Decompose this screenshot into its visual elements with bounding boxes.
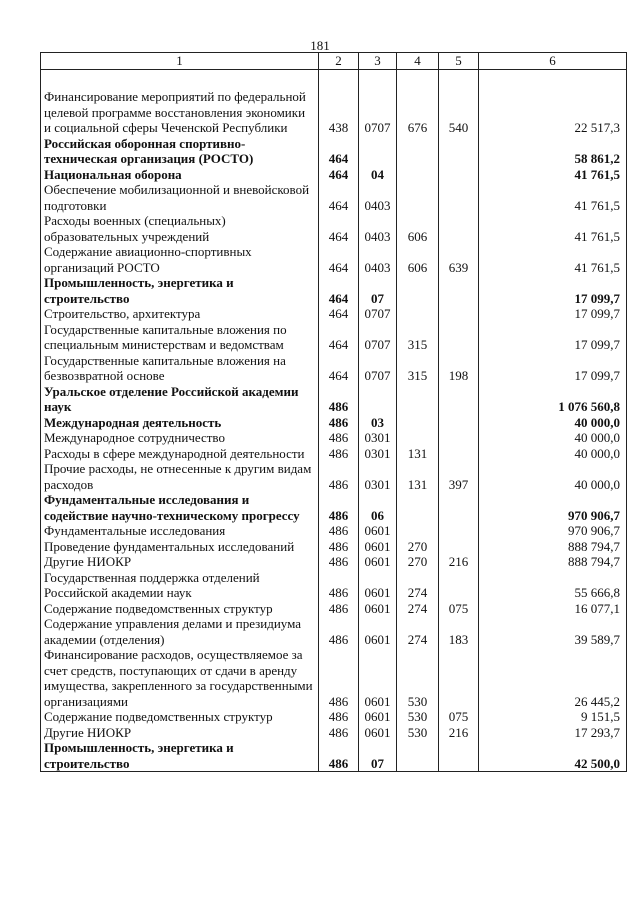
row-expense-type-cell	[439, 539, 479, 555]
row-section-cell: 0301	[359, 446, 397, 462]
row-section-cell	[359, 136, 397, 167]
row-chapter-cell: 486	[319, 430, 359, 446]
row-name-cell: Международная деятельность	[41, 415, 319, 431]
row-section-cell: 04	[359, 167, 397, 183]
column-header-6: 6	[479, 53, 627, 70]
row-section-cell: 0707	[359, 89, 397, 136]
row-section-cell: 0403	[359, 182, 397, 213]
row-chapter-cell: 486	[319, 539, 359, 555]
row-target-cell: 131	[397, 446, 439, 462]
column-header-5: 5	[439, 53, 479, 70]
row-chapter-cell: 486	[319, 740, 359, 772]
row-name-cell: Финансирование мероприятий по федеральной целевой программе восстановления экономики и социальной сферы Чеченской Республики	[41, 89, 319, 136]
table-row	[41, 554, 627, 570]
table-row	[41, 570, 627, 601]
row-target-cell	[397, 306, 439, 322]
row-expense-type-cell	[439, 136, 479, 167]
table-row	[41, 384, 627, 415]
row-section-cell: 0403	[359, 244, 397, 275]
row-target-cell	[397, 740, 439, 772]
row-chapter-cell: 464	[319, 275, 359, 306]
row-chapter-cell: 486	[319, 616, 359, 647]
row-name-cell: Национальная оборона	[41, 167, 319, 183]
row-name-cell: Промышленность, энергетика и строительство	[41, 740, 319, 772]
row-target-cell	[397, 492, 439, 523]
table-row	[41, 725, 627, 741]
row-amount-cell: 17 099,7	[479, 322, 627, 353]
row-name-cell: Строительство, архитектура	[41, 306, 319, 322]
table-body	[41, 70, 627, 772]
budget-table	[40, 52, 627, 772]
row-expense-type-cell: 639	[439, 244, 479, 275]
table-header	[41, 53, 627, 70]
row-target-cell	[397, 430, 439, 446]
row-expense-type-cell	[439, 384, 479, 415]
row-name-cell: Расходы военных (специальных) образовательных учреждений	[41, 213, 319, 244]
row-target-cell: 270	[397, 554, 439, 570]
row-amount-cell: 40 000,0	[479, 415, 627, 431]
row-section-cell	[359, 384, 397, 415]
row-target-cell: 530	[397, 647, 439, 709]
row-section-cell: 0301	[359, 430, 397, 446]
row-expense-type-cell	[439, 446, 479, 462]
row-section-cell: 0601	[359, 539, 397, 555]
row-name-cell: Содержание подведомственных структур	[41, 709, 319, 725]
row-section-cell: 0601	[359, 725, 397, 741]
row-amount-cell: 26 445,2	[479, 647, 627, 709]
row-target-cell: 606	[397, 213, 439, 244]
table-row	[41, 353, 627, 384]
table-row	[41, 213, 627, 244]
row-name-cell: Уральское отделение Российской академии наук	[41, 384, 319, 415]
page-number: 181	[310, 38, 330, 53]
row-amount-cell: 17 293,7	[479, 725, 627, 741]
row-name-cell: Другие НИОКР	[41, 725, 319, 741]
row-name-cell: Обеспечение мобилизационной и вневойсковой подготовки	[41, 182, 319, 213]
row-chapter-cell: 486	[319, 554, 359, 570]
row-section-cell: 0601	[359, 709, 397, 725]
row-target-cell: 274	[397, 601, 439, 617]
row-amount-cell: 888 794,7	[479, 554, 627, 570]
table-row	[41, 647, 627, 709]
row-amount-cell: 42 500,0	[479, 740, 627, 772]
row-expense-type-cell	[439, 523, 479, 539]
row-target-cell: 315	[397, 353, 439, 384]
row-target-cell	[397, 136, 439, 167]
row-expense-type-cell: 540	[439, 89, 479, 136]
row-chapter-cell: 438	[319, 89, 359, 136]
table-row	[41, 616, 627, 647]
row-target-cell	[397, 167, 439, 183]
row-chapter-cell: 464	[319, 136, 359, 167]
row-name-cell: Проведение фундаментальных исследований	[41, 539, 319, 555]
table-row	[41, 740, 627, 772]
row-target-cell	[397, 384, 439, 415]
table-row	[41, 430, 627, 446]
row-chapter-cell: 486	[319, 384, 359, 415]
row-name-cell: Содержание управления делами и президиума академии (отделения)	[41, 616, 319, 647]
table-row	[41, 136, 627, 167]
row-chapter-cell: 464	[319, 322, 359, 353]
row-name-cell: Финансирование расходов, осуществляемое за счет средств, поступающих от сдачи в аренду имущества, закрепленного за государственными организациями	[41, 647, 319, 709]
row-amount-cell: 40 000,0	[479, 461, 627, 492]
table-row	[41, 322, 627, 353]
row-expense-type-cell: 198	[439, 353, 479, 384]
row-chapter-cell: 464	[319, 244, 359, 275]
row-expense-type-cell	[439, 415, 479, 431]
row-amount-cell: 970 906,7	[479, 523, 627, 539]
row-section-cell: 07	[359, 275, 397, 306]
column-header-4: 4	[397, 53, 439, 70]
row-expense-type-cell: 397	[439, 461, 479, 492]
row-name-cell: Государственные капитальные вложения на безвозвратной основе	[41, 353, 319, 384]
row-name-cell: Содержание подведомственных структур	[41, 601, 319, 617]
row-expense-type-cell	[439, 275, 479, 306]
row-name-cell: Российская оборонная спортивно-техническая организация (РОСТО)	[41, 136, 319, 167]
row-expense-type-cell: 216	[439, 725, 479, 741]
row-amount-cell: 39 589,7	[479, 616, 627, 647]
row-expense-type-cell	[439, 430, 479, 446]
row-target-cell	[397, 415, 439, 431]
row-amount-cell: 16 077,1	[479, 601, 627, 617]
row-expense-type-cell	[439, 647, 479, 709]
row-expense-type-cell	[439, 322, 479, 353]
table-row	[41, 709, 627, 725]
row-chapter-cell: 464	[319, 306, 359, 322]
row-name-cell: Государственные капитальные вложения по специальным министерствам и ведомствам	[41, 322, 319, 353]
table-row	[41, 523, 627, 539]
row-chapter-cell: 464	[319, 353, 359, 384]
row-amount-cell: 58 861,2	[479, 136, 627, 167]
table-row	[41, 446, 627, 462]
row-expense-type-cell	[439, 182, 479, 213]
row-section-cell: 0601	[359, 523, 397, 539]
row-target-cell: 606	[397, 244, 439, 275]
column-header-3: 3	[359, 53, 397, 70]
row-section-cell: 0301	[359, 461, 397, 492]
row-expense-type-cell: 183	[439, 616, 479, 647]
row-amount-cell: 40 000,0	[479, 446, 627, 462]
table-row	[41, 601, 627, 617]
row-chapter-cell: 486	[319, 523, 359, 539]
row-amount-cell: 17 099,7	[479, 306, 627, 322]
row-amount-cell: 9 151,5	[479, 709, 627, 725]
row-chapter-cell: 486	[319, 647, 359, 709]
table-row	[41, 461, 627, 492]
row-expense-type-cell	[439, 306, 479, 322]
table-row	[41, 539, 627, 555]
row-name-cell: Другие НИОКР	[41, 554, 319, 570]
row-chapter-cell: 486	[319, 446, 359, 462]
row-section-cell: 0707	[359, 306, 397, 322]
row-name-cell: Фундаментальные исследования	[41, 523, 319, 539]
row-chapter-cell: 486	[319, 709, 359, 725]
row-amount-cell: 17 099,7	[479, 275, 627, 306]
table-row	[41, 275, 627, 306]
table-row	[41, 182, 627, 213]
row-name-cell: Международное сотрудничество	[41, 430, 319, 446]
row-target-cell: 315	[397, 322, 439, 353]
row-section-cell: 0601	[359, 647, 397, 709]
row-amount-cell: 970 906,7	[479, 492, 627, 523]
column-header-1: 1	[41, 53, 319, 70]
row-chapter-cell: 486	[319, 601, 359, 617]
table-row	[41, 306, 627, 322]
table-row	[41, 89, 627, 136]
row-section-cell: 03	[359, 415, 397, 431]
row-name-cell: Прочие расходы, не отнесенные к другим видам расходов	[41, 461, 319, 492]
row-expense-type-cell	[439, 167, 479, 183]
row-expense-type-cell	[439, 213, 479, 244]
row-target-cell	[397, 182, 439, 213]
table-spacer-row	[41, 70, 627, 90]
row-chapter-cell: 486	[319, 415, 359, 431]
row-chapter-cell: 486	[319, 725, 359, 741]
row-amount-cell: 41 761,5	[479, 167, 627, 183]
row-target-cell: 270	[397, 539, 439, 555]
row-chapter-cell: 486	[319, 461, 359, 492]
row-name-cell: Промышленность, энергетика и строительство	[41, 275, 319, 306]
row-target-cell: 131	[397, 461, 439, 492]
row-section-cell: 0601	[359, 616, 397, 647]
row-name-cell: Фундаментальные исследования и содействие научно-техническому прогрессу	[41, 492, 319, 523]
row-name-cell: Государственная поддержка отделений Российской академии наук	[41, 570, 319, 601]
row-chapter-cell: 464	[319, 167, 359, 183]
table-row	[41, 244, 627, 275]
row-target-cell: 676	[397, 89, 439, 136]
column-header-2: 2	[319, 53, 359, 70]
row-expense-type-cell	[439, 570, 479, 601]
row-section-cell: 06	[359, 492, 397, 523]
row-target-cell: 530	[397, 709, 439, 725]
row-section-cell: 0707	[359, 322, 397, 353]
row-target-cell: 274	[397, 616, 439, 647]
row-amount-cell: 41 761,5	[479, 213, 627, 244]
row-target-cell: 274	[397, 570, 439, 601]
table-row	[41, 167, 627, 183]
row-amount-cell: 888 794,7	[479, 539, 627, 555]
row-amount-cell: 41 761,5	[479, 244, 627, 275]
table-row	[41, 415, 627, 431]
row-amount-cell: 41 761,5	[479, 182, 627, 213]
row-expense-type-cell	[439, 492, 479, 523]
table-row	[41, 492, 627, 523]
row-chapter-cell: 486	[319, 570, 359, 601]
row-section-cell: 0601	[359, 601, 397, 617]
row-amount-cell: 40 000,0	[479, 430, 627, 446]
row-section-cell: 0707	[359, 353, 397, 384]
row-chapter-cell: 464	[319, 182, 359, 213]
row-target-cell	[397, 523, 439, 539]
row-chapter-cell: 486	[319, 492, 359, 523]
row-target-cell	[397, 275, 439, 306]
row-section-cell: 0403	[359, 213, 397, 244]
row-section-cell: 0601	[359, 554, 397, 570]
row-section-cell: 0601	[359, 570, 397, 601]
row-amount-cell: 1 076 560,8	[479, 384, 627, 415]
row-expense-type-cell: 075	[439, 709, 479, 725]
row-expense-type-cell: 216	[439, 554, 479, 570]
row-name-cell: Расходы в сфере международной деятельности	[41, 446, 319, 462]
row-chapter-cell: 464	[319, 213, 359, 244]
row-amount-cell: 55 666,8	[479, 570, 627, 601]
row-section-cell: 07	[359, 740, 397, 772]
row-target-cell: 530	[397, 725, 439, 741]
row-name-cell: Содержание авиационно-спортивных организаций РОСТО	[41, 244, 319, 275]
row-amount-cell: 17 099,7	[479, 353, 627, 384]
row-expense-type-cell	[439, 740, 479, 772]
row-expense-type-cell: 075	[439, 601, 479, 617]
row-amount-cell: 22 517,3	[479, 89, 627, 136]
